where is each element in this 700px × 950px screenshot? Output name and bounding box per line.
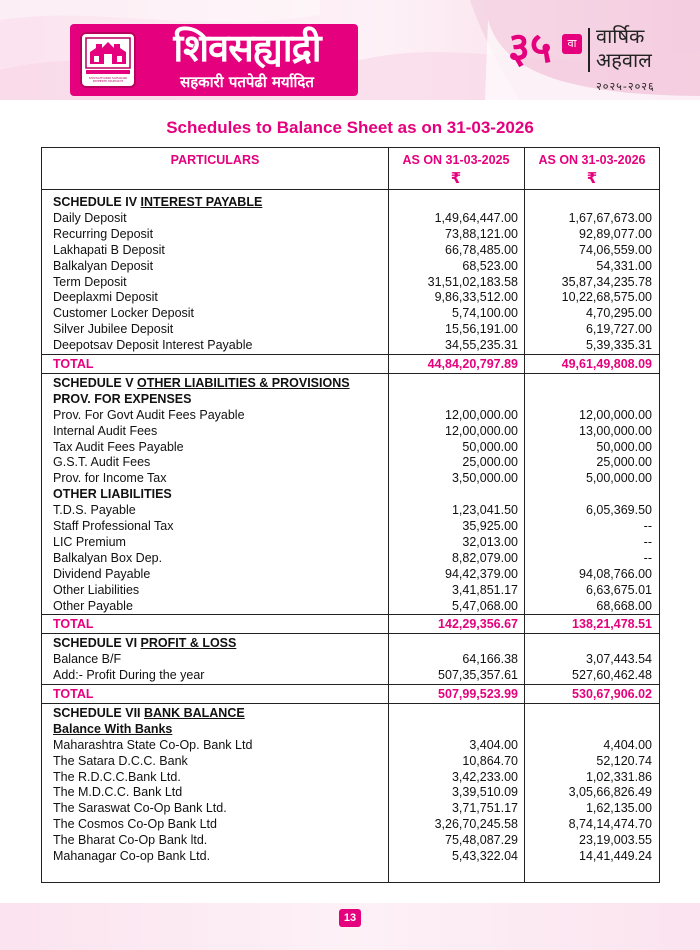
table-row <box>42 274 659 290</box>
table-row <box>42 651 659 667</box>
row-label: The Bharat Co-Op Bank ltd. <box>53 833 208 848</box>
row-label: Deepotsav Deposit Interest Payable <box>53 338 253 353</box>
value-2026: 1,02,331.86 <box>585 769 652 784</box>
row-label: Internal Audit Fees <box>53 423 158 438</box>
value-2026: 23,19,003.55 <box>579 833 652 848</box>
row-label: Recurring Deposit <box>53 226 154 241</box>
report-word-annual: वार्षिक <box>596 24 645 48</box>
row-label: Balance B/F <box>53 652 122 667</box>
row-label: Other Liabilities <box>53 582 140 597</box>
value-2026: -- <box>643 534 652 549</box>
value-2025: 3,39,510.09 <box>451 785 518 800</box>
value-2025: 66,78,485.00 <box>445 242 518 257</box>
table-row <box>42 337 659 353</box>
table-row <box>42 321 659 337</box>
value-2025: 1,23,041.50 <box>451 503 518 518</box>
group-subheading-label <box>53 721 383 737</box>
value-2026: 94,08,766.00 <box>579 566 652 581</box>
value-2025: 32,013.00 <box>462 534 518 549</box>
value-2026: -- <box>643 550 652 565</box>
value-2026: 3,05,66,826.49 <box>568 785 652 800</box>
column-header-particulars: PARTICULARS <box>170 153 260 167</box>
table-row <box>42 289 659 305</box>
section-divider <box>42 373 659 374</box>
value-2025: 8,82,079.00 <box>451 550 518 565</box>
total-label: TOTAL <box>53 617 94 632</box>
total-label: TOTAL <box>53 357 94 371</box>
value-2025: 3,26,70,245.58 <box>434 817 518 832</box>
row-label: Daily Deposit <box>53 210 127 225</box>
value-2025: 25,000.00 <box>462 455 518 470</box>
row-label: The Cosmos Co-Op Bank Ltd <box>53 817 217 832</box>
value-2025: 12,00,000.00 <box>445 423 518 438</box>
row-label: Prov. for Income Tax <box>53 471 167 486</box>
value-2026: -- <box>643 519 652 533</box>
row-label: Deeplaxmi Deposit <box>53 290 158 305</box>
table-row <box>42 550 659 566</box>
value-2026: 1,67,67,673.00 <box>568 210 652 225</box>
total-divider <box>42 684 659 685</box>
group-subheading-label: PROV. FOR EXPENSES <box>53 391 192 406</box>
row-label: The Satara D.C.C. Bank <box>53 753 188 768</box>
value-2025: 94,42,379.00 <box>445 566 518 581</box>
schedule-heading-prefix: SCHEDULE V <box>53 375 138 390</box>
value-2025: 31,51,02,183.58 <box>427 274 518 289</box>
total-2025: 44,84,20,797.89 <box>427 357 518 371</box>
schedule-heading-label <box>53 635 383 651</box>
emblem-text: SHIVSAHYADRI SAHAKARI PATPEDHI MARYADIT <box>88 76 128 83</box>
table-row <box>42 210 659 226</box>
table-row <box>42 784 659 800</box>
total-row <box>42 616 659 632</box>
emblem-icon <box>80 32 136 88</box>
rupee-icon: ₹ <box>586 169 598 187</box>
table-row <box>42 566 659 582</box>
header-divider <box>42 189 659 190</box>
table-row <box>42 454 659 470</box>
value-2026: 74,06,559.00 <box>579 242 652 257</box>
value-2025: 3,42,233.00 <box>451 769 518 784</box>
value-2026: 5,00,000.00 <box>585 471 652 486</box>
value-2026: 25,000.00 <box>596 455 652 470</box>
schedule-heading-label <box>53 375 383 391</box>
row-label: LIC Premium <box>53 534 126 549</box>
row-label: Other Payable <box>53 598 133 613</box>
row-label: Add:- Profit During the year <box>53 668 205 683</box>
table-row <box>42 737 659 753</box>
value-2026: 68,668.00 <box>596 598 652 613</box>
schedule-heading <box>42 194 659 210</box>
table-row <box>42 800 659 816</box>
table-row <box>42 848 659 864</box>
value-2025: 3,41,851.17 <box>451 582 518 597</box>
row-label: Silver Jubilee Deposit <box>53 322 174 337</box>
page-number: 13 <box>339 909 361 927</box>
value-2025: 1,49,64,447.00 <box>434 210 518 225</box>
schedule-heading-title: OTHER LIABILITIES & PROVISIONS <box>137 375 350 390</box>
table-row <box>42 534 659 550</box>
row-label: Prov. For Govt Audit Fees Payable <box>53 407 245 422</box>
table-row <box>42 598 659 614</box>
value-2025: 15,56,191.00 <box>445 322 518 337</box>
schedule-heading-label <box>53 705 383 721</box>
row-label: Staff Professional Tax <box>53 519 174 533</box>
value-2025: 50,000.00 <box>462 439 518 454</box>
group-subheading <box>42 721 659 737</box>
schedule-heading-label <box>53 194 383 210</box>
total-row <box>42 356 659 372</box>
section-divider <box>42 703 659 704</box>
table-row <box>42 667 659 683</box>
value-2026: 4,404.00 <box>603 737 652 752</box>
schedule-heading-prefix: SCHEDULE IV <box>53 195 141 209</box>
row-label: Maharashtra State Co-Op. Bank Ltd <box>53 737 253 752</box>
value-2026: 1,62,135.00 <box>585 801 652 816</box>
total-2026: 49,61,49,808.09 <box>561 357 652 371</box>
anniversary-number: ३५ <box>508 23 552 72</box>
table-row <box>42 518 659 534</box>
row-label: Customer Locker Deposit <box>53 306 195 321</box>
schedules-table <box>41 147 660 883</box>
total-2026: 138,21,478.51 <box>572 617 652 632</box>
group-subheading <box>42 391 659 407</box>
value-2025: 68,523.00 <box>462 258 518 273</box>
page-header <box>0 0 700 100</box>
column-header-2026: AS ON 31-03-2026 <box>538 153 646 167</box>
value-2025: 507,35,357.61 <box>438 668 518 683</box>
rupee-icon: ₹ <box>450 169 462 187</box>
value-2026: 12,00,000.00 <box>579 407 652 422</box>
schedule-heading-title: BANK BALANCE <box>144 705 245 720</box>
value-2025: 5,74,100.00 <box>451 306 518 321</box>
table-row <box>42 832 659 848</box>
report-year: २०२५-२०२६ <box>596 80 655 93</box>
group-subheading <box>42 486 659 502</box>
row-label: The R.D.C.C.Bank Ltd. <box>53 769 181 784</box>
row-label: T.D.S. Payable <box>53 503 136 518</box>
value-2026: 527,60,462.48 <box>572 668 652 683</box>
total-2025: 507,99,523.99 <box>438 687 518 701</box>
value-2026: 13,00,000.00 <box>579 423 652 438</box>
total-label: TOTAL <box>53 687 94 701</box>
page-title: Schedules to Balance Sheet as on 31-03-2026 <box>166 118 534 137</box>
value-2026: 8,74,14,474.70 <box>568 817 652 832</box>
schedule-heading <box>42 375 659 391</box>
table-row <box>42 753 659 769</box>
schedule-heading <box>42 635 659 651</box>
table-row <box>42 423 659 439</box>
row-label: Lakhapati B Deposit <box>53 242 165 257</box>
total-2026: 530,67,906.02 <box>572 687 652 701</box>
total-row <box>42 686 659 702</box>
logo-subtitle: सहकारी पतपेढी मर्यादित <box>180 73 314 91</box>
row-label: Term Deposit <box>53 274 127 289</box>
schedule-heading-title: INTEREST PAYABLE <box>140 195 263 209</box>
section-divider <box>42 633 659 634</box>
row-label: Mahanagar Co-op Bank Ltd. <box>53 849 211 863</box>
table-row <box>42 439 659 455</box>
value-2026: 92,89,077.00 <box>579 226 652 241</box>
table-row <box>42 582 659 598</box>
logo-title: शिवसह्याद्री <box>173 26 321 70</box>
value-2026: 52,120.74 <box>596 753 652 768</box>
table-row <box>42 816 659 832</box>
schedule-heading-prefix: SCHEDULE VI <box>53 636 141 651</box>
total-2025: 142,29,356.67 <box>438 617 518 632</box>
value-2025: 9,86,33,512.00 <box>434 290 518 305</box>
total-divider <box>42 354 659 355</box>
value-2026: 5,39,335.31 <box>585 338 652 353</box>
table-row <box>42 258 659 274</box>
value-2025: 75,48,087.29 <box>445 833 518 848</box>
column-header-2025: AS ON 31-03-2025 <box>402 153 510 167</box>
table-row <box>42 305 659 321</box>
value-2026: 50,000.00 <box>596 439 652 454</box>
row-label: The M.D.C.C. Bank Ltd <box>53 785 183 800</box>
value-2026: 3,07,443.54 <box>585 652 652 667</box>
value-2025: 12,00,000.00 <box>445 407 518 422</box>
anniversary-suffix: वा <box>562 34 582 54</box>
row-label: The Saraswat Co-Op Bank Ltd. <box>53 801 227 816</box>
value-2025: 34,55,235.31 <box>445 338 518 353</box>
report-word-report: अहवाल <box>596 48 652 72</box>
table-row <box>42 242 659 258</box>
value-2025: 5,47,068.00 <box>451 598 518 613</box>
table-row <box>42 407 659 423</box>
row-label: Tax Audit Fees Payable <box>53 439 184 454</box>
value-2025: 10,864.70 <box>462 753 518 768</box>
row-label: Dividend Payable <box>53 566 151 581</box>
anniversary-badge <box>490 18 700 98</box>
total-divider <box>42 614 659 615</box>
value-2026: 6,63,675.01 <box>585 582 652 597</box>
table-row <box>42 226 659 242</box>
value-2026: 10,22,68,575.00 <box>561 290 652 305</box>
value-2025: 3,71,751.17 <box>451 801 518 816</box>
value-2025: 35,925.00 <box>462 519 518 533</box>
group-subheading-text: Balance With Banks <box>53 721 173 736</box>
society-logo <box>70 24 358 96</box>
group-subheading-label: OTHER LIABILITIES <box>53 487 172 502</box>
value-2026: 4,70,295.00 <box>585 306 652 321</box>
schedule-heading-title: PROFIT & LOSS <box>140 636 237 651</box>
value-2025: 5,43,322.04 <box>451 849 518 863</box>
table-row <box>42 470 659 486</box>
value-2026: 6,05,369.50 <box>585 503 652 518</box>
value-2026: 35,87,34,235.78 <box>561 274 652 289</box>
value-2025: 64,166.38 <box>462 652 518 667</box>
value-2026: 14,41,449.24 <box>579 849 652 863</box>
value-2026: 6,19,727.00 <box>585 322 652 337</box>
value-2025: 3,404.00 <box>469 737 518 752</box>
row-label: Balkalyan Box Dep. <box>53 550 163 565</box>
badge-separator <box>588 28 590 72</box>
value-2025: 3,50,000.00 <box>451 471 518 486</box>
value-2025: 73,88,121.00 <box>445 226 518 241</box>
schedule-heading <box>42 705 659 721</box>
value-2026: 54,331.00 <box>596 258 652 273</box>
table-row <box>42 502 659 518</box>
table-row <box>42 769 659 785</box>
schedule-heading-prefix: SCHEDULE VII <box>53 705 144 720</box>
row-label: Balkalyan Deposit <box>53 258 154 273</box>
row-label: G.S.T. Audit Fees <box>53 455 151 470</box>
